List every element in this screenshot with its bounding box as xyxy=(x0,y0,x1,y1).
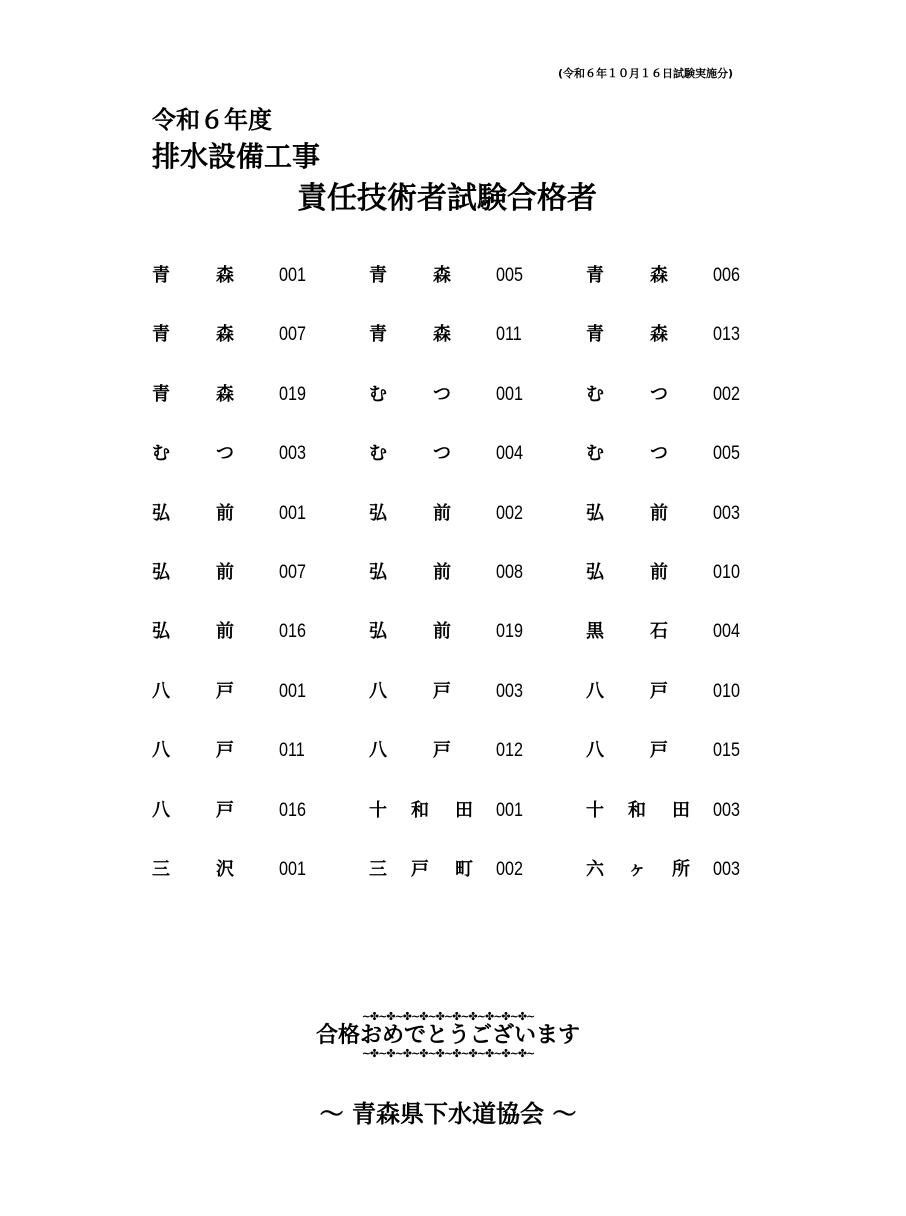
passer-number: 001 xyxy=(279,680,306,702)
region-char: 戸 xyxy=(433,680,451,702)
list-item xyxy=(152,264,322,288)
region-char: 戸 xyxy=(650,740,668,762)
region-char: 前 xyxy=(216,562,234,583)
region-char: 八 xyxy=(152,799,170,821)
region-char: 田 xyxy=(455,799,473,821)
region-char: 森 xyxy=(650,265,668,286)
region-char: つ xyxy=(216,443,234,465)
region-char: 戸 xyxy=(216,799,234,821)
region-char: 黒 xyxy=(586,621,604,643)
region-char: 石 xyxy=(650,621,668,643)
passer-number: 003 xyxy=(496,680,523,702)
region-char: 弘 xyxy=(369,502,387,524)
list-item xyxy=(369,739,539,763)
region-char: 八 xyxy=(586,680,604,702)
organization-name: ～ 青森県下水道協会 ～ xyxy=(319,1100,577,1128)
list-item xyxy=(369,858,539,882)
passer-number: 001 xyxy=(279,265,306,286)
region-char: 弘 xyxy=(152,562,170,583)
passer-number: 001 xyxy=(279,859,306,880)
passer-number: 001 xyxy=(496,799,523,821)
passer-number: 002 xyxy=(713,383,740,405)
region-char: 町 xyxy=(455,859,473,880)
footer-decoration-top: ~✤~✤~✤~✤~✤~✤~✤~✤~✤~✤~ xyxy=(361,1010,535,1023)
region-char: む xyxy=(369,383,387,405)
region-char: 森 xyxy=(216,324,234,346)
passer-number: 019 xyxy=(279,383,306,405)
passer-number: 002 xyxy=(496,502,523,524)
list-item xyxy=(586,442,756,466)
passer-number: 007 xyxy=(279,562,306,583)
region-char: ヶ xyxy=(628,859,646,880)
region-char: 森 xyxy=(216,265,234,286)
passer-number: 010 xyxy=(713,680,740,702)
list-item xyxy=(586,561,756,585)
region-char: 弘 xyxy=(369,562,387,583)
region-char: 八 xyxy=(586,740,604,762)
list-item xyxy=(586,858,756,882)
region-char: 戸 xyxy=(650,680,668,702)
region-char: 十 xyxy=(369,799,387,821)
list-item xyxy=(152,323,322,347)
region-char: 森 xyxy=(650,324,668,346)
passer-number: 001 xyxy=(279,502,306,524)
list-item xyxy=(152,620,322,644)
list-item xyxy=(369,264,539,288)
passer-number: 013 xyxy=(713,324,740,346)
region-char: 青 xyxy=(152,265,170,286)
list-item xyxy=(369,323,539,347)
list-item xyxy=(586,323,756,347)
region-char: 三 xyxy=(152,859,170,880)
list-item xyxy=(586,264,756,288)
footer-decoration-bottom: ~✤~✤~✤~✤~✤~✤~✤~✤~✤~✤~ xyxy=(361,1047,535,1060)
list-item xyxy=(369,680,539,704)
region-char: 八 xyxy=(152,740,170,762)
region-char: つ xyxy=(433,443,451,465)
passer-number: 011 xyxy=(279,740,305,762)
region-char: 戸 xyxy=(216,680,234,702)
list-item xyxy=(152,739,322,763)
region-char: 弘 xyxy=(152,502,170,524)
passer-number: 015 xyxy=(713,740,740,762)
region-char: 戸 xyxy=(411,859,429,880)
region-char: 青 xyxy=(586,324,604,346)
region-char: 三 xyxy=(369,859,387,880)
congratulations-message: 合格おめでとうございます xyxy=(315,1023,580,1048)
region-char: 弘 xyxy=(586,562,604,583)
region-char: 和 xyxy=(411,799,429,821)
region-char: 沢 xyxy=(216,859,234,880)
region-char: 田 xyxy=(672,799,690,821)
passer-number: 005 xyxy=(496,265,523,286)
region-char: 戸 xyxy=(433,740,451,762)
list-item xyxy=(152,502,322,526)
region-char: 青 xyxy=(152,324,170,346)
passer-number: 016 xyxy=(279,799,306,821)
list-item xyxy=(586,502,756,526)
passer-number: 006 xyxy=(713,265,740,286)
list-item xyxy=(369,799,539,823)
region-char: 森 xyxy=(433,324,451,346)
date-note: (令和６年１０月１６日試験実施分) xyxy=(558,67,734,80)
passer-number: 003 xyxy=(713,859,740,880)
region-char: 八 xyxy=(369,740,387,762)
region-char: つ xyxy=(650,383,668,405)
region-char: 青 xyxy=(369,324,387,346)
region-char: 前 xyxy=(650,562,668,583)
region-char: 弘 xyxy=(152,621,170,643)
list-item xyxy=(369,620,539,644)
region-char: 前 xyxy=(433,562,451,583)
list-item xyxy=(586,383,756,407)
list-item xyxy=(152,442,322,466)
region-char: つ xyxy=(650,443,668,465)
passer-number: 003 xyxy=(279,443,306,465)
region-char: 青 xyxy=(152,383,170,405)
region-char: 弘 xyxy=(586,502,604,524)
region-char: 森 xyxy=(433,265,451,286)
list-item xyxy=(586,739,756,763)
passer-number: 008 xyxy=(496,562,523,583)
list-item xyxy=(369,561,539,585)
region-char: つ xyxy=(433,383,451,405)
passer-number: 004 xyxy=(496,443,523,465)
passer-number: 004 xyxy=(713,621,740,643)
passer-number: 010 xyxy=(713,562,740,583)
list-item xyxy=(152,858,322,882)
list-item xyxy=(152,680,322,704)
region-char: む xyxy=(586,443,604,465)
list-item xyxy=(369,383,539,407)
region-char: 戸 xyxy=(216,740,234,762)
title-year: 令和６年度 xyxy=(152,106,272,134)
region-char: 前 xyxy=(650,502,668,524)
passer-number: 001 xyxy=(496,383,523,405)
list-item xyxy=(586,680,756,704)
region-char: 森 xyxy=(216,383,234,405)
region-char: む xyxy=(369,443,387,465)
region-char: む xyxy=(152,443,170,465)
list-item xyxy=(152,799,322,823)
passer-number: 002 xyxy=(496,859,523,880)
list-item xyxy=(152,561,322,585)
list-item xyxy=(586,620,756,644)
region-char: む xyxy=(586,383,604,405)
list-item xyxy=(369,442,539,466)
region-char: 前 xyxy=(216,502,234,524)
region-char: 弘 xyxy=(369,621,387,643)
region-char: 八 xyxy=(369,680,387,702)
region-char: 所 xyxy=(672,859,690,880)
passer-number: 005 xyxy=(713,443,740,465)
region-char: 青 xyxy=(369,265,387,286)
list-item xyxy=(152,383,322,407)
passer-number: 011 xyxy=(496,324,522,346)
region-char: 八 xyxy=(152,680,170,702)
passer-number: 003 xyxy=(713,799,740,821)
passer-number: 003 xyxy=(713,502,740,524)
passer-number: 016 xyxy=(279,621,306,643)
region-char: 十 xyxy=(586,799,604,821)
region-char: 青 xyxy=(586,265,604,286)
passer-number: 019 xyxy=(496,621,523,643)
list-item xyxy=(369,502,539,526)
region-char: 前 xyxy=(433,621,451,643)
passer-number: 012 xyxy=(496,740,523,762)
region-char: 前 xyxy=(216,621,234,643)
passer-number: 007 xyxy=(279,324,306,346)
page-title: 責任技術者試験合格者 xyxy=(297,181,597,216)
list-item xyxy=(586,799,756,823)
region-char: 和 xyxy=(628,799,646,821)
title-category: 排水設備工事 xyxy=(152,140,321,173)
region-char: 前 xyxy=(433,502,451,524)
region-char: 六 xyxy=(586,859,604,880)
